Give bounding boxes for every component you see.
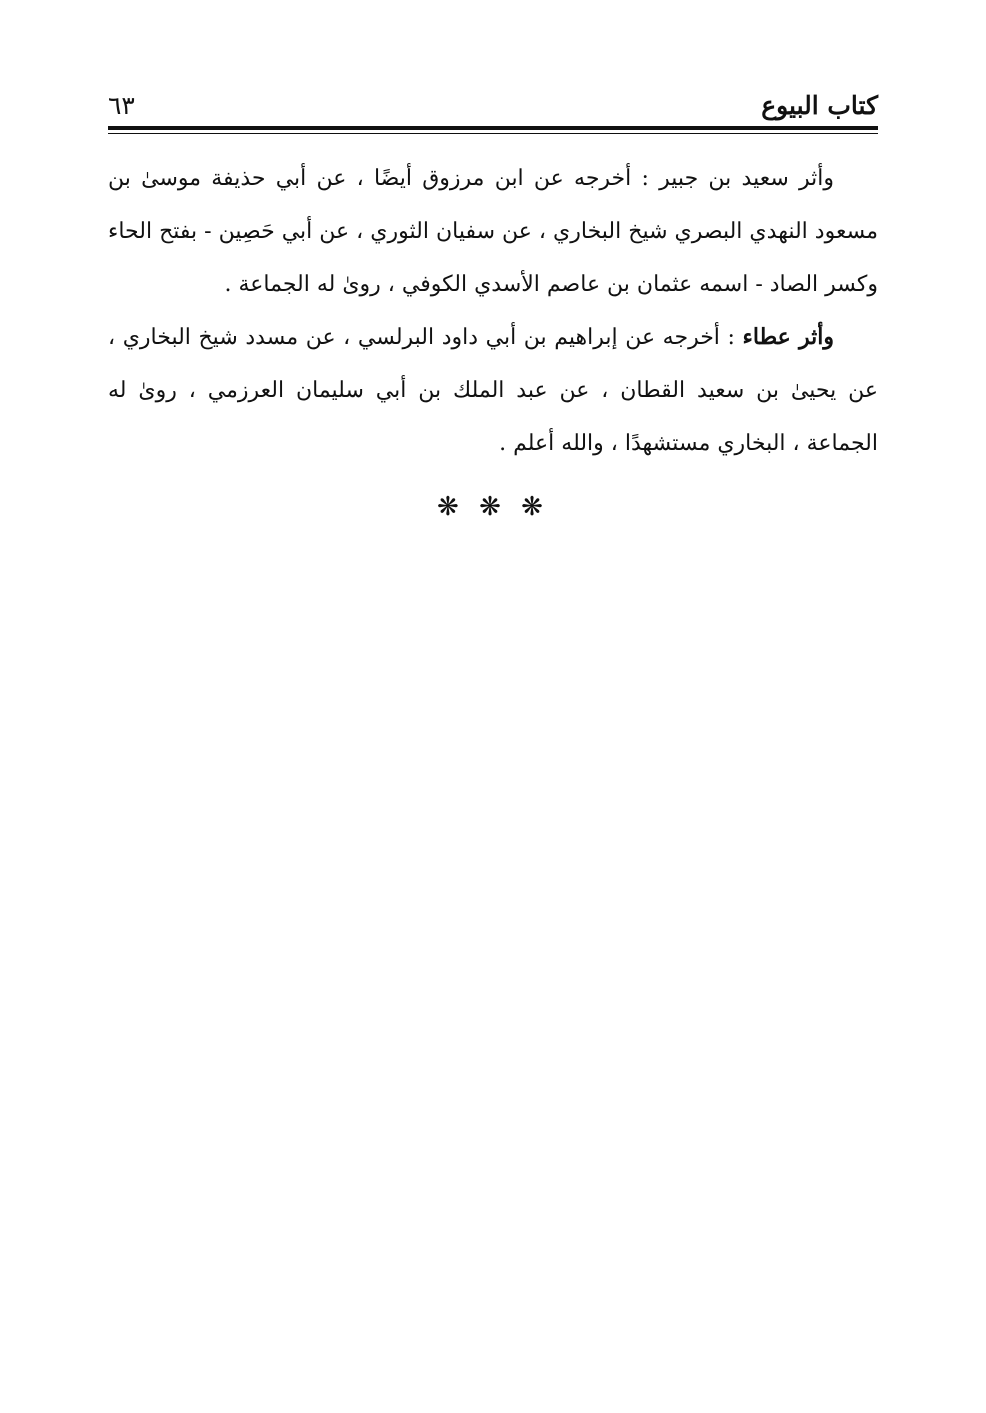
paragraph-ata — [108, 311, 878, 470]
running-title: كتاب البيوع — [761, 91, 878, 120]
header-rule-thick — [108, 126, 878, 130]
paragraph-text: : أخرجه عن إبراهيم بن أبي داود البرلسي ، عن مسدد شيخ البخاري ، عن يحيىٰ بن سعيد القطان ، عن عبد الملك بن أبي سليمان العرزمي ، روىٰ له الجماعة ، البخاري مستشهدًا ، والله أعلم . — [108, 325, 878, 456]
header-rule-thin — [108, 133, 878, 134]
section-divider-ornament: ❋ ❋ ❋ — [437, 492, 549, 522]
paragraph-said-ibn-jubair — [108, 152, 878, 311]
main-text — [108, 152, 878, 470]
paragraph-lead: وأثر عطاء — [742, 324, 834, 350]
page-number: ٦٣ — [108, 91, 135, 120]
paragraph-text: وأثر سعيد بن جبير : أخرجه عن ابن مرزوق أيضًا ، عن أبي حذيفة موسىٰ بن مسعود النهدي البصري شيخ البخاري ، عن سفيان الثوري ، عن أبي حَصِين - بفتح الحاء وكسر الصاد - اسمه عثمان بن عاصم الأسدي الكوفي ، روىٰ له الجماعة . — [108, 166, 878, 297]
page-header — [108, 86, 878, 126]
